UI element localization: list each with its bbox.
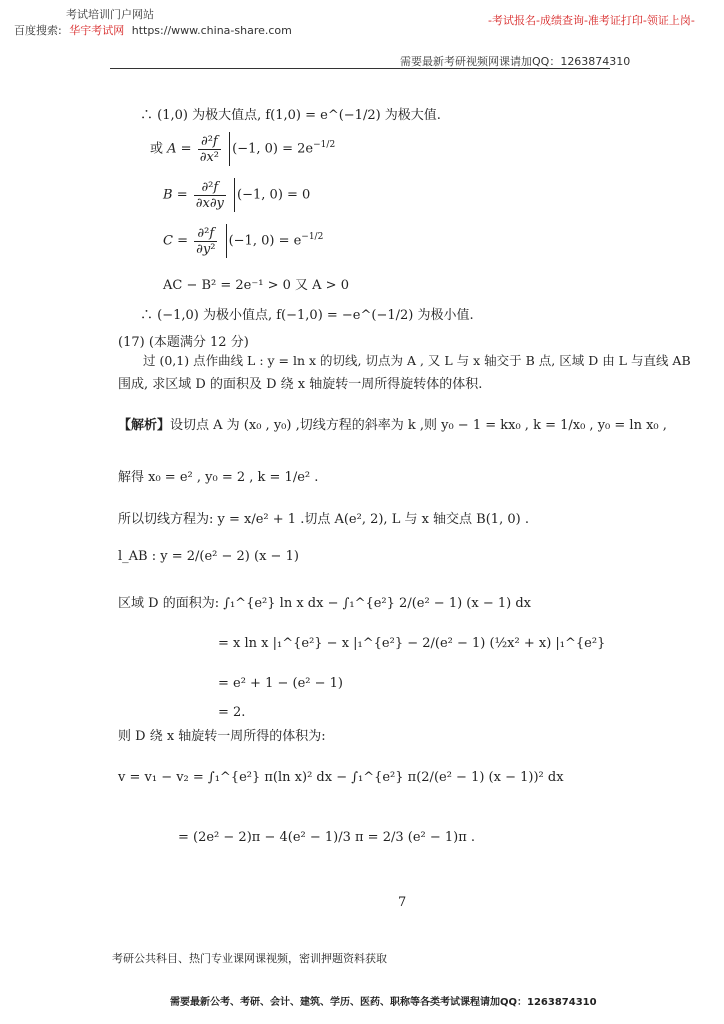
min-point-line: ∴ (−1,0) 为极小值点, f(−1,0) = −e^(−1/2) 为极小值. bbox=[140, 308, 474, 323]
volume-result: = (2e² − 2)π − 4(e² − 1)/3 π = 2/3 (e² − 1)π . bbox=[178, 830, 476, 845]
A-exponent: −1/2 bbox=[313, 140, 336, 151]
header-nav[interactable] bbox=[488, 12, 695, 28]
site-url[interactable]: https://www.china-share.com bbox=[131, 24, 292, 37]
problem-heading: (17) (本题满分 12 分) bbox=[118, 335, 249, 350]
footer-contact: 需要最新公考、考研、会计、建筑、学历、医药、职称等各类考试课程请加QQ：1263874310 bbox=[170, 997, 597, 1008]
header-nav-links[interactable]: -考试报名-成绩查询-准考证打印-领证上岗- bbox=[488, 14, 695, 27]
solution-line-1 bbox=[118, 414, 667, 433]
A-value: = 2e bbox=[282, 141, 314, 157]
area-integral: 区域 D 的面积为: ∫₁^{e²} ln x dx − ∫₁^{e²} 2/(e² − 1) (x − 1) dx bbox=[118, 596, 531, 611]
area-step-2: = e² + 1 − (e² − 1) bbox=[218, 676, 343, 691]
C-value: = e bbox=[278, 233, 302, 249]
C-exponent: −1/2 bbox=[301, 232, 324, 243]
solution-line-1-text: 设切点 A 为 (x₀ , y₀) ,切线方程的斜率为 k ,则 y₀ − 1 = kx₀ , k = 1/x₀ , y₀ = ln x₀ , bbox=[170, 418, 667, 433]
second-derivative-A: 或 A = $\frac{\text{∂²f}}{\text{∂x²}}$ (−1, $0) = 2e^{-1/2}$ bbox=[150, 133, 336, 165]
solution-line-3: 所以切线方程为: y = x/e² + 1 .切点 A(e², 2), L 与 x 轴交点 B(1, 0) . bbox=[118, 512, 529, 527]
line-AB-equation: l_AB : y = 2/(e² − 2) (x − 1) bbox=[118, 549, 299, 564]
problem-text-2: 围成, 求区域 D 的面积及 D 绕 x 轴旋转一周所得旋转体的体积. bbox=[118, 377, 483, 392]
solution-tag: 【解析】 bbox=[118, 418, 171, 433]
eval-point-C: (−1, 0) bbox=[228, 233, 275, 249]
or-label: 或 bbox=[150, 141, 164, 157]
B-value: = 0 bbox=[287, 187, 311, 203]
footer-note: 考研公共科目、热门专业课网课视频，密训押题资料获取 bbox=[112, 952, 387, 965]
page-number: 7 bbox=[398, 895, 407, 910]
site-title: 考试培训门户网站 bbox=[66, 8, 154, 21]
search-prompt bbox=[14, 22, 292, 38]
area-result: = 2. bbox=[218, 705, 246, 720]
eval-point-A: (−1, 0) bbox=[232, 141, 278, 157]
eval-point-B: (−1, 0) bbox=[237, 187, 283, 203]
problem-text-1: 过 (0,1) 点作曲线 L : y = ln x 的切线, 切点为 A , 又 L 与 x 轴交于 B 点, 区域 D 由 L 与直线 AB bbox=[143, 353, 691, 368]
area-step-1: = x ln x |₁^{e²} − x |₁^{e²} − 2/(e² − 1) (½x² + x) |₁^{e²} bbox=[218, 636, 606, 651]
search-brand-link[interactable]: 华宇考试网 bbox=[69, 24, 125, 37]
volume-intro: 则 D 绕 x 轴旋转一周所得的体积为: bbox=[118, 729, 326, 744]
second-derivative-C: C = $\frac{\text{∂²f}}{\text{∂y²}}$ (−1, $0) = e^{-1/2}$ bbox=[163, 225, 324, 257]
second-derivative-B: B = $\frac{\text{∂²f}}{\partial x\partial y}$ (−1, 0) = 0 bbox=[163, 179, 311, 211]
max-point-line: ∴ (1,0) 为极大值点, f(1,0) = e^(−1/2) 为极大值. bbox=[140, 108, 441, 123]
volume-integral: v = v₁ − v₂ = ∫₁^{e²} π(ln x)² dx − ∫₁^{e²} π(2/(e² − 1) (x − 1))² dx bbox=[118, 770, 564, 785]
search-prefix: 百度搜索: bbox=[14, 24, 62, 37]
ac-condition: AC − B² = 2e⁻¹ > 0 又 A > 0 bbox=[163, 278, 349, 293]
qq-note: 需要最新考研视频网课请加QQ：1263874310 bbox=[400, 55, 631, 68]
solution-line-2: 解得 x₀ = e² , y₀ = 2 , k = 1/e² . bbox=[118, 470, 319, 485]
header-divider bbox=[110, 68, 610, 69]
